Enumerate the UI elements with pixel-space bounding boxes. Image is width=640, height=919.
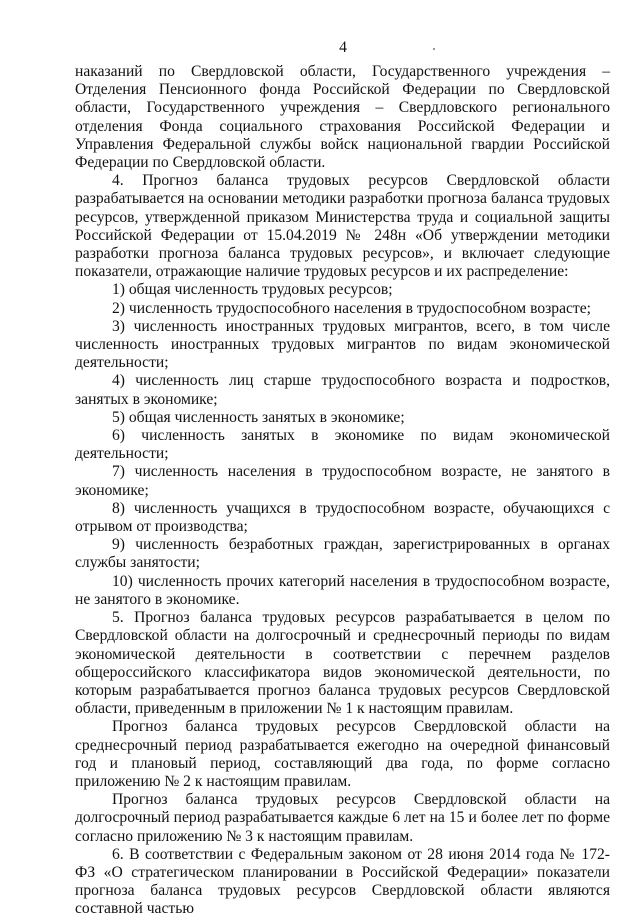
paragraph: 4. Прогноз баланса трудовых ресурсов Свердловской области разрабатывается на основании методики разработки прогноза баланса трудовых ресурсов, утвержденной приказом Министерства труда и социальной защиты Российской Федерации от 15.04.2019 № 248н «Об утверждении методики разработки прогноза баланса трудовых ресурсов», и включает следующие показатели, отражающие наличие трудовых ресурсов и их распределение: [75,172,610,281]
paragraph: 6. В соответствии с Федеральным законом от 28 июня 2014 года № 172-ФЗ «О стратегическом планировании в Российской Федерации» показатели прогноза баланса трудовых ресурсов Свердловской области являются составной частью [75,845,610,918]
paragraph: 8) численность учащихся в трудоспособном возрасте, обучающихся с отрывом от производства; [75,499,610,536]
paragraph: 7) численность населения в трудоспособном возрасте, не занятого в экономике; [75,463,610,499]
paragraph: 3) численность иностранных трудовых мигрантов, всего, в том числе численность иностранных трудовых мигрантов по видам экономической деятельности; [75,317,610,372]
paragraph: наказаний по Свердловской области, Государственного учреждения – Отделения Пенсионного фонда Российской Федерации по Свердловской области, Государственного учреждения – Свердловского регионального отделения Фонда социального страхования Российской Федерации и Управления Федеральной службы войск национальной гвардии Российской Федерации по Свердловской области. [75,63,610,172]
paragraph: 1) общая численность трудовых ресурсов; [112,281,393,299]
paragraph: 6) численность занятых в экономике по видам экономической деятельности; [75,427,610,463]
page-number: 4 [339,39,347,56]
paragraph: 4) численность лиц старше трудоспособного возраста и подростков, занятых в экономике; [75,372,610,408]
document-body [75,63,610,919]
paragraph: 5. Прогноз баланса трудовых ресурсов разрабатывается в целом по Свердловской области на долгосрочный и среднесрочный периоды по видам экономической деятельности в соответствии с перечнем разделов общероссийского классификатора видов экономической деятельности, по которым разрабатывается прогноз баланса трудовых ресурсов Свердловской области, приведенным в приложении № 1 к настоящим правилам. [75,609,610,718]
paragraph: Прогноз баланса трудовых ресурсов Свердловской области на среднесрочный период разрабатывается ежегодно на очередной финансовый год и плановый период, составляющий два года, по форме согласно приложению № 2 к настоящим правилам. [75,718,610,790]
paragraph: 5) общая численность занятых в экономике; [112,408,405,426]
paragraph: 2) численность трудоспособного населения в трудоспособном возрасте; [112,299,591,317]
scan-speck [433,48,435,50]
paragraph: Прогноз баланса трудовых ресурсов Свердловской области на долгосрочный период разрабатывается каждые 6 лет на 15 и более лет по форме согласно приложению № 3 к настоящим правилам. [75,791,610,845]
paragraph: 10) численность прочих категорий населения в трудоспособном возрасте, не занятого в экономике. [75,572,610,608]
paragraph: 9) численность безработных граждан, зарегистрированных в органах службы занятости; [75,536,610,572]
